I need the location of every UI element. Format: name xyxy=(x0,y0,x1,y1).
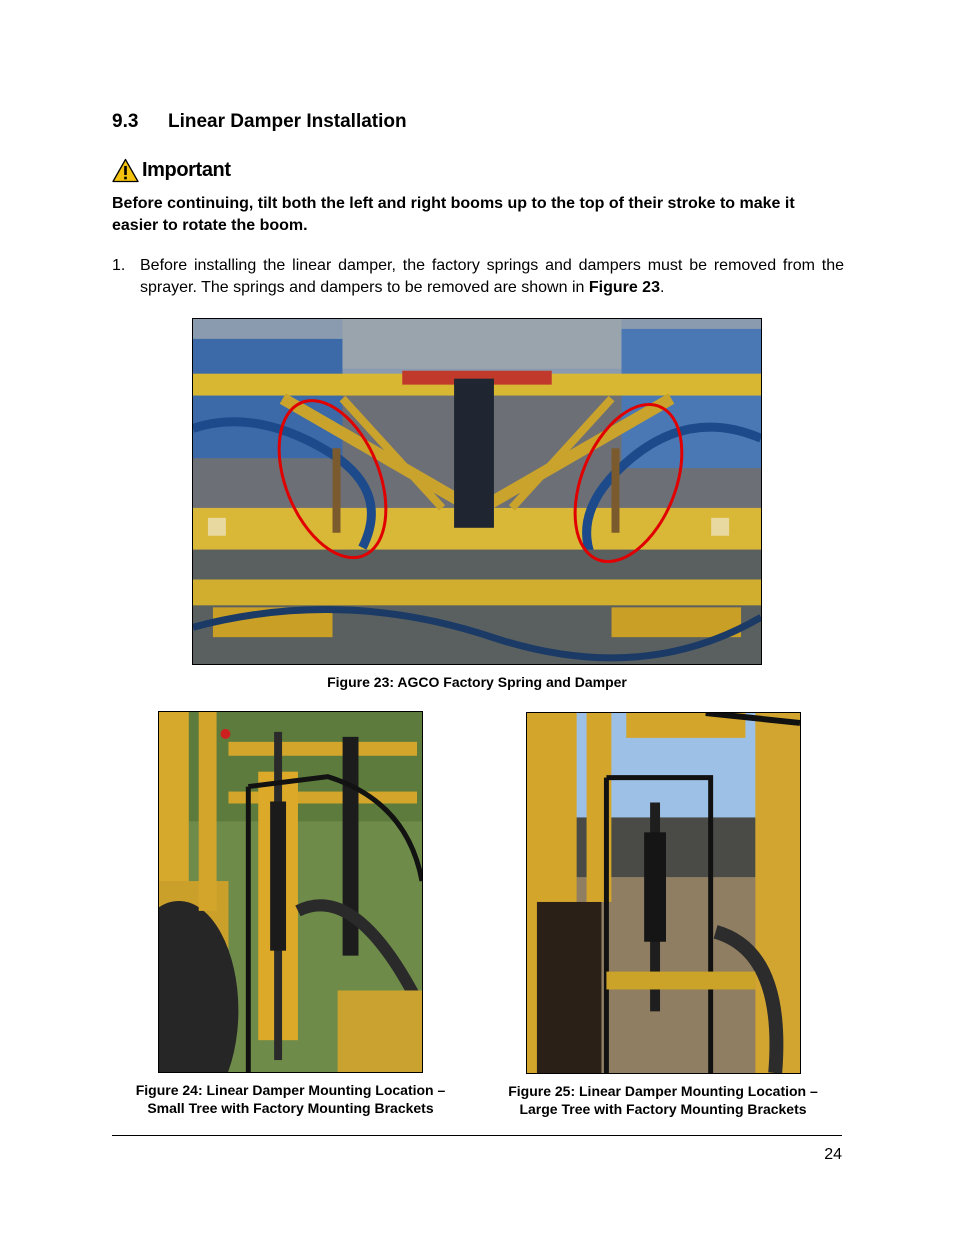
step-number: 1. xyxy=(112,257,126,274)
footer-divider xyxy=(112,1135,842,1136)
figure-24-caption xyxy=(112,1081,469,1117)
figure-24-caption-line2: Small Tree with Factory Mounting Brackets xyxy=(147,1100,434,1116)
figure-25-caption-line2: Large Tree with Factory Mounting Brackets xyxy=(519,1101,807,1117)
figure-23-caption: Figure 23: AGCO Factory Spring and Damper xyxy=(327,674,627,690)
step-text-body: Before installing the linear damper, the factory springs and dampers must be removed from the sprayer. The springs and dampers to be removed are shown in xyxy=(140,257,844,296)
important-label: Important xyxy=(142,159,231,181)
step-text-end: . xyxy=(659,279,665,296)
list-item xyxy=(112,255,844,299)
important-notice xyxy=(112,158,231,183)
warning-icon xyxy=(112,158,139,183)
figure-23-photo xyxy=(192,318,762,665)
warning-text: Before continuing, tilt both the left and right booms up to the top of their stroke to make it easier to rotate the boom. xyxy=(112,195,795,234)
figure-25-caption-line1: Figure 25: Linear Damper Mounting Location – xyxy=(508,1083,818,1099)
figure-reference: Figure 23 xyxy=(588,279,660,296)
section-heading xyxy=(112,111,407,133)
page-number: 24 xyxy=(824,1146,842,1163)
section-title: Linear Damper Installation xyxy=(168,111,407,132)
figure-25-caption xyxy=(480,1082,846,1118)
figure-24-photo xyxy=(158,711,423,1073)
section-number: 9.3 xyxy=(112,111,139,132)
figure-25-photo xyxy=(526,712,801,1074)
step-text xyxy=(140,255,844,299)
figure-24-caption-line1: Figure 24: Linear Damper Mounting Location – xyxy=(135,1082,446,1098)
